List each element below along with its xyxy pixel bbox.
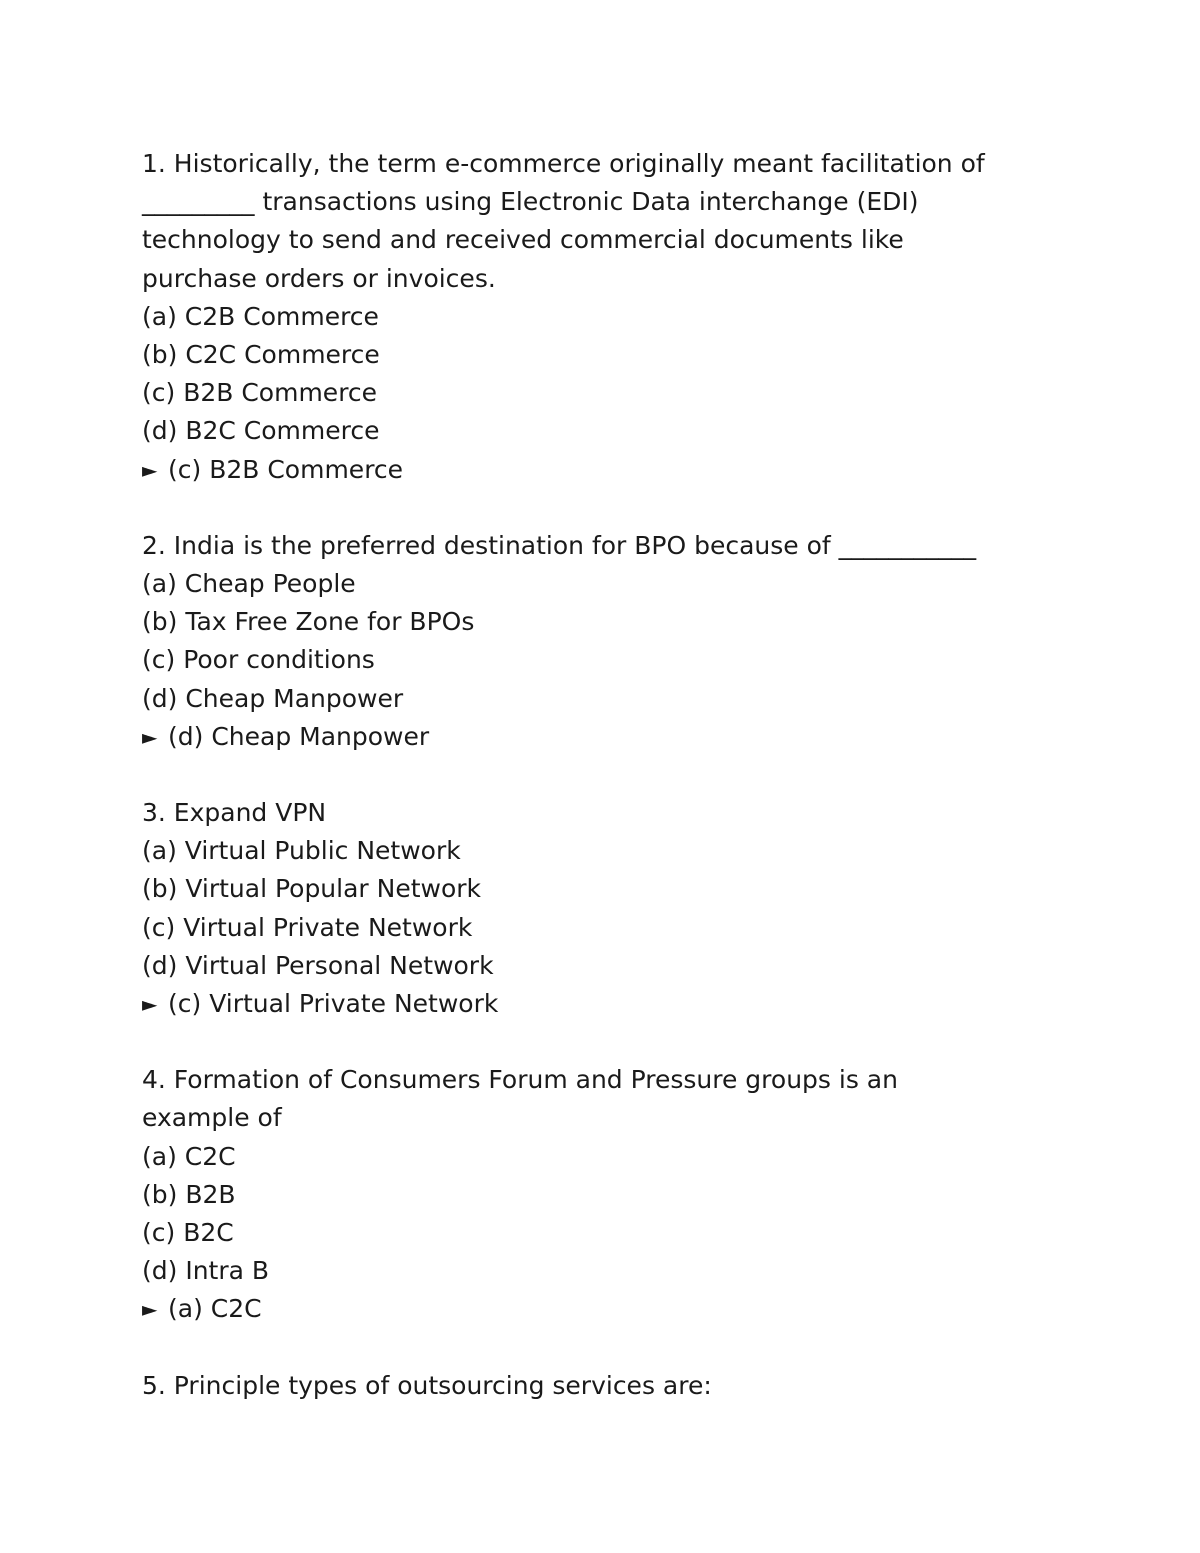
option-c: (c) B2C — [142, 1218, 234, 1248]
answer-line — [142, 718, 1052, 756]
answer-line — [142, 451, 1052, 489]
question-5 — [142, 1367, 1052, 1405]
answer-text: (c) B2B Commerce — [168, 454, 404, 484]
option-a: (a) C2C — [142, 1141, 236, 1171]
option-a: (a) Cheap People — [142, 569, 356, 599]
document-page — [142, 145, 1052, 1443]
option-d: (d) Intra B — [142, 1256, 270, 1286]
answer-text: (d) Cheap Manpower — [168, 721, 430, 751]
option-d: (d) B2C Commerce — [142, 416, 380, 446]
question-stem-line: 1. Historically, the term e-commerce originally meant facilitation of — [142, 149, 985, 178]
option-c: (c) Virtual Private Network — [142, 912, 473, 942]
option-b: (b) Tax Free Zone for BPOs — [142, 607, 475, 637]
answer-line — [142, 1290, 1052, 1328]
question-stem-line: technology to send and received commercial documents like — [142, 225, 904, 255]
answer-arrow-icon: ► — [142, 724, 158, 749]
answer-text: (c) Virtual Private Network — [168, 989, 499, 1019]
question-stem-line: purchase orders or invoices. — [142, 263, 496, 293]
answer-text: (a) C2C — [168, 1294, 262, 1324]
option-d: (d) Virtual Personal Network — [142, 950, 494, 980]
question-stem-line: 5. Principle types of outsourcing services are: — [142, 1370, 712, 1400]
question-stem-line: 4. Formation of Consumers Forum and Pressure groups is an — [142, 1065, 898, 1095]
question-2 — [142, 527, 1052, 756]
question-stem-line: example of — [142, 1103, 282, 1133]
answer-arrow-icon: ► — [142, 457, 158, 482]
option-c: (c) B2B Commerce — [142, 378, 378, 408]
answer-arrow-icon: ► — [142, 1297, 158, 1322]
question-stem-line: 2. India is the preferred destination for BPO because of ___________ — [142, 530, 977, 560]
option-a: (a) Virtual Public Network — [142, 836, 461, 866]
answer-arrow-icon: ► — [142, 992, 158, 1017]
option-b: (b) C2C Commerce — [142, 340, 380, 370]
question-4 — [142, 1061, 1052, 1328]
question-stem-line: 3. Expand VPN — [142, 798, 327, 828]
option-a: (a) C2B Commerce — [142, 301, 379, 331]
option-d: (d) Cheap Manpower — [142, 683, 404, 713]
answer-line — [142, 985, 1052, 1023]
option-b: (b) Virtual Popular Network — [142, 874, 482, 904]
option-c: (c) Poor conditions — [142, 645, 375, 675]
question-1 — [142, 145, 1052, 489]
option-b: (b) B2B — [142, 1179, 236, 1209]
question-3 — [142, 794, 1052, 1023]
question-stem-line: _________ transactions using Electronic Data interchange (EDI) — [142, 187, 919, 217]
